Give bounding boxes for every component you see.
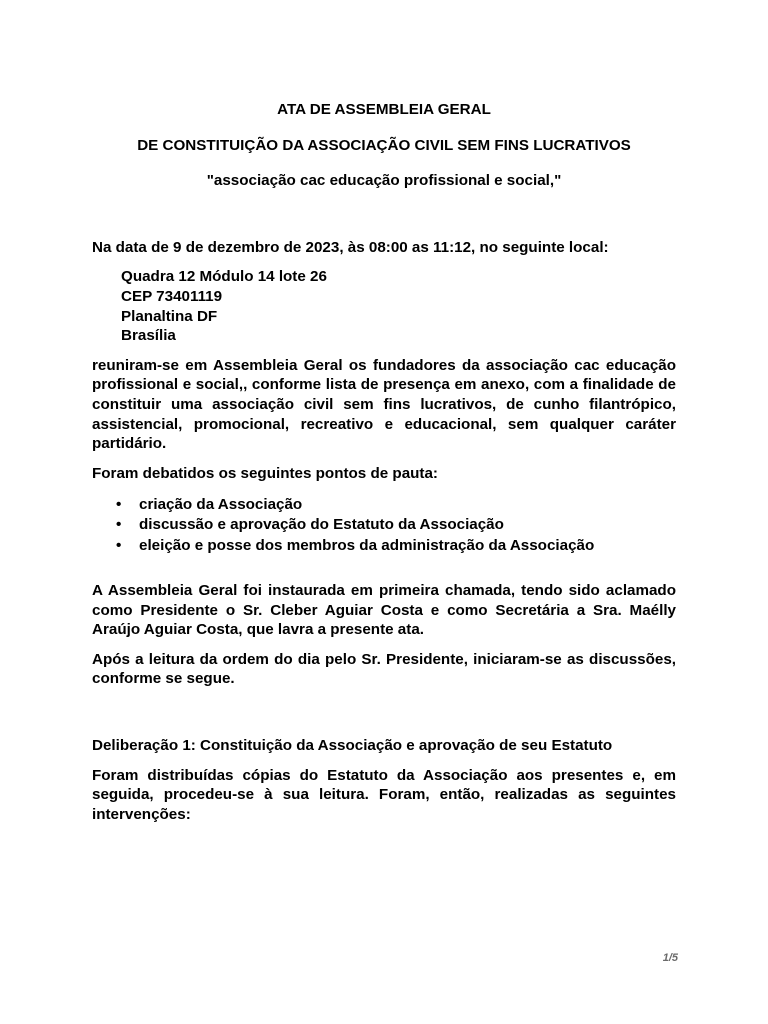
list-item — [92, 515, 676, 535]
document-body — [92, 100, 676, 834]
agenda-item-label: eleição e posse dos membros da administração da Associação — [139, 536, 595, 554]
address-line-region: Brasília — [121, 327, 176, 345]
reunion-paragraph: reuniram-se em Assembleia Geral os fundadores da associação cac educação profissional e social,, conforme lista de presença em anexo, com a finalidade de constituir uma associação civil sem fins lucrativos, de cunho filantrópico, assistencial, promocional, recreativo e educacional, sem qualquer caráter partidário. — [92, 356, 676, 453]
address-block — [121, 267, 676, 345]
assembly-paragraph: A Assembleia Geral foi instaurada em primeira chamada, tendo sido aclamado como Presidente o Sr. Cleber Aguiar Costa e como Secretária a Sra. Maélly Araújo Aguiar Costa, que lavra a presente ata. — [92, 582, 676, 639]
bullet-icon: • — [116, 536, 122, 554]
agenda-intro: Foram debatidos os seguintes pontos de pauta: — [92, 464, 438, 482]
list-item — [92, 536, 676, 556]
address-line-city: Planaltina DF — [121, 307, 218, 325]
reading-paragraph: Após a leitura da ordem do dia pelo Sr. Presidente, iniciaram-se as discussões, conforme se segue. — [92, 650, 676, 688]
page-number: 1/5 — [662, 952, 678, 964]
association-name: "associação cac educação profissional e social," — [206, 172, 562, 190]
intro-paragraph: Na data de 9 de dezembro de 2023, às 08:00 as 11:12, no seguinte local: — [92, 238, 609, 256]
copies-paragraph: Foram distribuídas cópias do Estatuto da Associação aos presentes e, em seguida, procedeu-se à sua leitura. Foram, então, realizadas as seguintes intervenções: — [92, 766, 676, 823]
agenda-item-label: criação da Associação — [139, 496, 303, 514]
document-title: ATA DE ASSEMBLEIA GERAL — [277, 101, 491, 118]
deliberation-1-heading: Deliberação 1: Constituição da Associação e aprovação de seu Estatuto — [92, 737, 613, 755]
list-item — [92, 495, 676, 515]
address-line-street: Quadra 12 Módulo 14 lote 26 — [121, 268, 327, 286]
agenda-list — [92, 495, 676, 555]
agenda-item-label: discussão e aprovação do Estatuto da Associação — [139, 516, 504, 534]
document-subtitle: DE CONSTITUIÇÃO DA ASSOCIAÇÃO CIVIL SEM FINS LUCRATIVOS — [137, 136, 631, 154]
address-line-postal-code: CEP 73401119 — [121, 287, 223, 305]
bullet-icon: • — [116, 496, 122, 514]
bullet-icon: • — [116, 516, 122, 534]
